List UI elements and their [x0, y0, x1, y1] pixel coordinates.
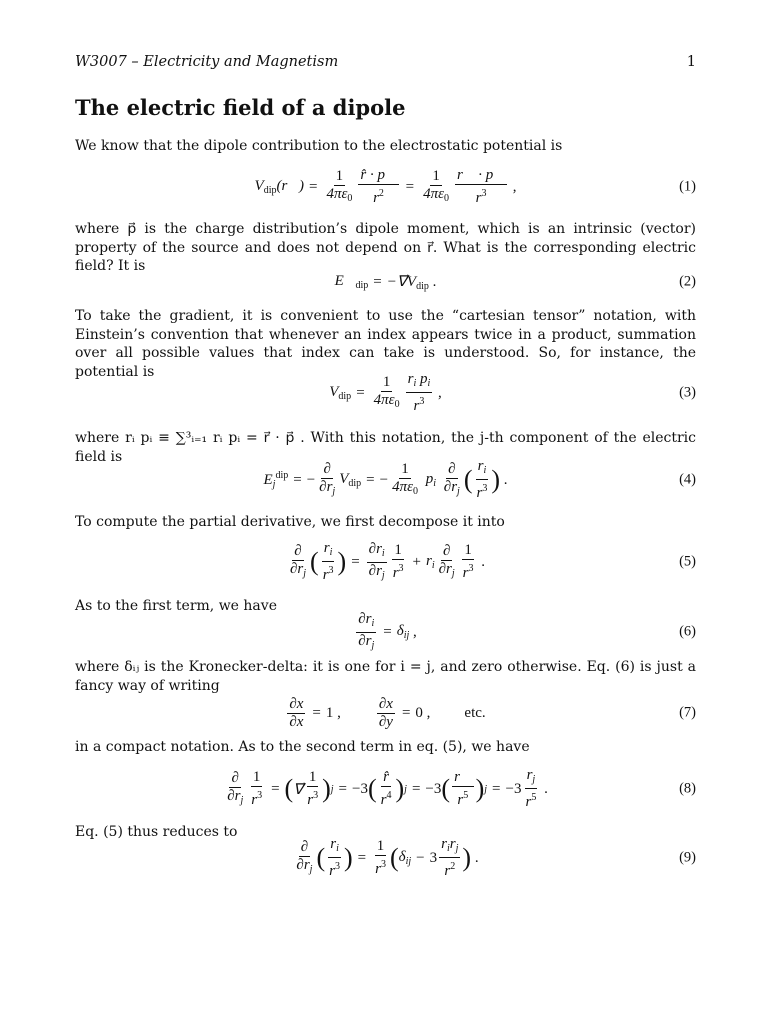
- equation-4-tag: (4): [679, 471, 696, 488]
- equation-7-tag: (7): [679, 704, 696, 721]
- section-title: The electric field of a dipole: [75, 95, 406, 120]
- equation-3-tag: (3): [679, 384, 696, 401]
- equation-7: $\frac{\partial x}{\partial x}$ = 1 , $\frac{\partial x}{\partial y}$ = 0 , etc. (7): [289, 695, 696, 730]
- equation-5: $\frac{\partial}{\partial r_j}$ ( $\frac{r_i}{r^3}$ ) = $\frac{\partial r_i}{\partial r_j}$ $\frac{1}{r^3}$ + $r_i$ $\frac{\partial}{\partial r_j}$ $\frac{1}{r^3}$ . (5): [289, 540, 696, 583]
- paragraph-4: where rᵢ pᵢ ≡ ∑³ᵢ₌₁ rᵢ pᵢ = r⃗ · p⃗ . With this notation, the j-th component of the electric field is: [75, 430, 696, 465]
- equation-2-tag: (2): [679, 273, 696, 290]
- course-title: W3007 – Electricity and Magnetism: [75, 54, 339, 70]
- page-number: 1: [686, 54, 696, 70]
- paragraph-7: where δᵢⱼ is the Kronecker-delta: it is one for i = j, and zero otherwise. Eq. (6) is just a fancy way of writing: [75, 659, 696, 694]
- equation-1-tag: (1): [679, 178, 696, 195]
- equation-1: $V_{dip}(r⃗)$ = $\frac{1}{4\pi\varepsilon_0}$ $\frac{r̂ \cdot p⃗}{r^2}$ = $\frac{1}{4\pi\varepsilon_0}$ $\frac{r⃗ \cdot p⃗}{r^3}$ , (1): [254, 167, 696, 206]
- paragraph-5: To compute the partial derivative, we first decompose it into: [75, 514, 505, 530]
- equation-9-tag: (9): [679, 849, 696, 866]
- etc-label: etc.: [464, 704, 486, 721]
- equation-5-tag: (5): [679, 553, 696, 570]
- equation-8: $\frac{\partial}{\partial r_j}$ $\frac{1}{r^3}$ = ( ∇⃗ $\frac{1}{r^3}$ ) j = −3 ( $\frac{r̂}{r^4}$ ) j = −3 ( $\frac{r⃗}{r^5}$ ) j = −3 $\frac{r_j}{r^5}$ . (8): [227, 767, 696, 810]
- running-header: [75, 54, 696, 70]
- equation-2: $E⃗_{dip}$ = $-\nabla⃗V_{dip}$ . (2): [334, 273, 696, 292]
- paragraph-9: Eq. (5) thus reduces to: [75, 824, 238, 840]
- paragraph-2: where p⃗ is the charge distribution’s dipole moment, which is an intrinsic (vector) property of the source and does not depend on r⃗. What is the corresponding electric field? It is: [75, 221, 696, 274]
- equation-6-tag: (6): [679, 623, 696, 640]
- paragraph-6: As to the first term, we have: [75, 598, 277, 614]
- paragraph-1: We know that the dipole contribution to the electrostatic potential is: [75, 138, 563, 154]
- paragraph-8: in a compact notation. As to the second term in eq. (5), we have: [75, 739, 530, 755]
- paragraph-3: To take the gradient, it is convenient to use the “cartesian tensor” notation, with Einstein’s convention that whenever an index appears twice in a product, summation over all possible values that index can take is understood. So, for instance, the potential is: [75, 308, 696, 380]
- equation-8-tag: (8): [679, 780, 696, 797]
- equation-4: $E_j^{dip}$ = − $\frac{\partial}{\partial r_j}$ $V_{dip}$ = − $\frac{1}{4\pi\varepsilon_0}$ $p_i$ $\frac{\partial}{\partial r_j}$ ( $\frac{r_i}{r^3}$ ) . (4): [263, 458, 696, 501]
- equation-9: $\frac{\partial}{\partial r_j}$ ( $\frac{r_i}{r^3}$ ) = $\frac{1}{r^3}$ ( $\delta_{ij}$ − 3 $\frac{r_ir_j}{r^2}$ ) . (9): [296, 836, 696, 879]
- equation-6: $\frac{\partial r_i}{\partial r_j}$ = $\delta_{ij}$ , (6): [358, 610, 696, 651]
- equation-3: $V_{dip}$ = $\frac{1}{4\pi\varepsilon_0}$ $\frac{r_i p_i}{r^3}$ , (3): [329, 371, 696, 414]
